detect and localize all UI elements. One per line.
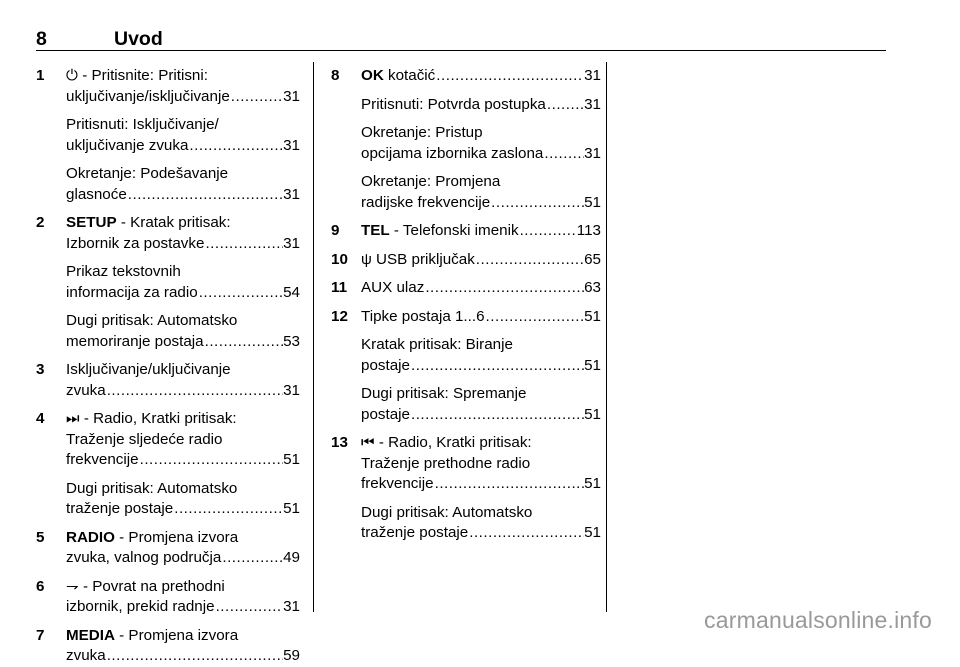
entry-lead-line bbox=[66, 360, 300, 381]
item-text: Dugi pritisak: Automatsko bbox=[66, 312, 238, 329]
entry-keyword: MEDIA bbox=[66, 626, 115, 644]
leader-dots bbox=[475, 250, 584, 271]
entry-number: 12 bbox=[331, 307, 348, 325]
item-text: Dugi pritisak: Automatsko bbox=[361, 503, 533, 521]
leader-dots bbox=[468, 523, 584, 544]
page-ref: 59 bbox=[283, 647, 300, 664]
item-text: postaje bbox=[361, 405, 410, 423]
item-line bbox=[66, 136, 300, 157]
entry-lead-text: - Povrat na prethodni bbox=[78, 577, 225, 595]
item-text: Traženje sljedeće radio bbox=[66, 430, 223, 448]
entry-body bbox=[66, 577, 300, 618]
page-ref: 51 bbox=[584, 524, 601, 541]
item-line bbox=[66, 185, 300, 206]
index-entry bbox=[331, 221, 601, 242]
entry-lead bbox=[66, 67, 208, 84]
page-ref: 54 bbox=[283, 283, 300, 301]
entry-lead-line bbox=[66, 528, 300, 549]
item-line bbox=[66, 430, 300, 451]
page-ref: 31 bbox=[584, 95, 601, 113]
item-line bbox=[66, 646, 300, 667]
page-ref: 51 bbox=[283, 451, 300, 468]
watermark: carmanualsonline.info bbox=[704, 607, 932, 633]
item-line bbox=[66, 548, 300, 569]
entry-lead-text: Isključivanje/uključivanje bbox=[66, 361, 231, 378]
index-entry bbox=[36, 577, 300, 618]
leader-dots bbox=[490, 193, 584, 214]
entry-lead bbox=[361, 307, 485, 328]
entry-lead-line bbox=[66, 66, 300, 87]
page-ref: 113 bbox=[576, 222, 601, 239]
page-ref: 63 bbox=[584, 279, 601, 296]
entry-lead-text: - Promjena izvora bbox=[114, 528, 239, 546]
entry-lead bbox=[361, 66, 435, 87]
entry-item bbox=[66, 409, 300, 471]
column-divider-right bbox=[606, 62, 607, 612]
entry-lead-text: - Radio, Kratki pritisak: bbox=[79, 410, 237, 427]
leader-dots bbox=[485, 307, 585, 328]
leader-dots bbox=[198, 283, 283, 304]
item-line bbox=[66, 164, 300, 185]
entry-lead-line bbox=[361, 307, 601, 328]
item-text: Prikaz tekstovnih bbox=[66, 263, 181, 280]
index-entry bbox=[331, 278, 601, 299]
item-line bbox=[361, 503, 601, 524]
entry-item bbox=[361, 307, 601, 328]
item-line bbox=[361, 454, 601, 475]
item-line bbox=[66, 450, 300, 471]
page-ref: 49 bbox=[283, 549, 300, 566]
entry-item bbox=[66, 528, 300, 569]
entry-number: 2 bbox=[36, 214, 45, 231]
item-line bbox=[66, 479, 300, 500]
entry-lead bbox=[361, 250, 475, 271]
entry-item bbox=[66, 311, 300, 352]
item-line bbox=[361, 405, 601, 426]
page-ref: 51 bbox=[584, 405, 601, 423]
item-line bbox=[66, 311, 300, 332]
item-line bbox=[66, 115, 300, 136]
entry-lead bbox=[66, 214, 231, 231]
entry-lead-text: - Pritisnite: Pritisni: bbox=[78, 67, 208, 84]
entry-lead bbox=[361, 221, 519, 242]
item-line bbox=[361, 523, 601, 544]
right-column bbox=[331, 66, 601, 544]
next-track-icon: ⏭ bbox=[66, 410, 80, 427]
entry-body bbox=[66, 409, 300, 520]
entry-keyword: TEL bbox=[361, 222, 390, 239]
entry-item bbox=[361, 95, 601, 116]
entry-lead-text: USB priključak bbox=[371, 250, 475, 268]
item-text: Pritisnuti: Potvrda postupka bbox=[361, 95, 546, 113]
item-text: izbornik, prekid radnje bbox=[66, 598, 215, 615]
item-text: zvuka bbox=[66, 647, 106, 664]
entry-lead-line bbox=[361, 433, 601, 454]
leader-dots bbox=[106, 646, 283, 667]
item-text: Okretanje: Promjena bbox=[361, 173, 501, 190]
leader-dots bbox=[543, 144, 584, 165]
entry-lead-line bbox=[66, 213, 300, 234]
entry-item bbox=[361, 172, 601, 213]
page-ref: 51 bbox=[283, 500, 300, 517]
entry-item bbox=[66, 262, 300, 303]
item-line bbox=[361, 193, 601, 214]
leader-dots bbox=[435, 66, 584, 87]
item-line bbox=[361, 123, 601, 144]
index-entry bbox=[36, 528, 300, 569]
entry-body bbox=[66, 66, 300, 205]
entry-body bbox=[66, 528, 300, 569]
entry-lead-text: AUX ulaz bbox=[361, 279, 425, 296]
item-line bbox=[66, 597, 300, 618]
entry-item bbox=[66, 66, 300, 107]
entry-lead bbox=[66, 361, 231, 378]
leader-dots bbox=[127, 185, 283, 206]
item-text: Pritisnuti: Isključivanje/ bbox=[66, 116, 219, 133]
entry-item bbox=[361, 123, 601, 164]
leader-dots bbox=[410, 405, 584, 426]
leader-dots bbox=[106, 381, 283, 402]
entry-lead-text: kotačić bbox=[383, 67, 436, 84]
item-line bbox=[361, 384, 601, 405]
page-ref: 31 bbox=[283, 598, 300, 615]
leader-dots bbox=[139, 450, 284, 471]
leader-dots bbox=[410, 356, 584, 377]
item-text: memoriranje postaja bbox=[66, 332, 204, 350]
item-text: Traženje prethodne radio bbox=[361, 454, 531, 472]
entry-body bbox=[361, 278, 601, 299]
entry-lead-text: - Promjena izvora bbox=[114, 626, 239, 644]
entry-number: 6 bbox=[36, 577, 45, 595]
item-text: opcijama izbornika zaslona bbox=[361, 144, 544, 162]
item-text: glasnoće bbox=[66, 185, 127, 203]
page-ref: 51 bbox=[584, 193, 601, 211]
item-text: frekvencije bbox=[361, 475, 434, 492]
entry-number: 4 bbox=[36, 410, 45, 427]
entry-number: 10 bbox=[331, 250, 348, 268]
entry-lead-text: Tipke postaja 1...6 bbox=[361, 307, 485, 325]
entry-lead-line bbox=[66, 409, 300, 430]
item-text: radijske frekvencije bbox=[361, 193, 491, 211]
entry-item bbox=[361, 384, 601, 425]
entry-lead bbox=[66, 410, 237, 427]
entry-number: 7 bbox=[36, 626, 45, 644]
item-text: frekvencije bbox=[66, 451, 139, 468]
entry-body bbox=[361, 433, 601, 544]
entry-body bbox=[361, 221, 601, 242]
item-line bbox=[361, 335, 601, 356]
index-entry bbox=[36, 360, 300, 401]
leader-dots bbox=[173, 499, 283, 520]
entry-body bbox=[66, 360, 300, 401]
item-line bbox=[361, 172, 601, 193]
entry-lead-text: - Telefonski imenik bbox=[389, 222, 519, 239]
page-ref: 31 bbox=[283, 185, 300, 203]
entry-lead-line bbox=[361, 221, 601, 242]
entry-number: 11 bbox=[331, 279, 348, 296]
item-line bbox=[66, 262, 300, 283]
entry-item bbox=[361, 278, 601, 299]
column-divider-left bbox=[313, 62, 314, 612]
entry-item bbox=[361, 66, 601, 87]
item-line bbox=[66, 381, 300, 402]
item-text: Izbornik za postavke bbox=[66, 234, 205, 252]
entry-lead bbox=[66, 529, 238, 546]
item-text: zvuka, valnog područja bbox=[66, 549, 222, 566]
page-ref: 31 bbox=[283, 136, 300, 154]
item-line bbox=[361, 474, 601, 495]
entry-item bbox=[361, 250, 601, 271]
index-entry bbox=[36, 66, 300, 205]
entry-body bbox=[66, 626, 300, 667]
leader-dots bbox=[204, 234, 283, 255]
item-text: Kratak pritisak: Biranje bbox=[361, 336, 513, 353]
entry-number: 8 bbox=[331, 67, 340, 84]
entry-number: 9 bbox=[331, 222, 340, 239]
entry-item bbox=[361, 433, 601, 495]
item-text: Okretanje: Podešavanje bbox=[66, 165, 229, 182]
back-icon: ⇁ bbox=[66, 577, 79, 595]
item-line bbox=[361, 95, 601, 116]
entry-item bbox=[66, 360, 300, 401]
item-text: traženje postaje bbox=[66, 500, 174, 517]
power-icon: ⏻ bbox=[66, 67, 79, 84]
leader-dots bbox=[434, 474, 585, 495]
entry-lead-line bbox=[361, 278, 601, 299]
item-line bbox=[66, 87, 300, 108]
page-ref: 51 bbox=[584, 356, 601, 374]
item-line bbox=[66, 283, 300, 304]
entry-number: 13 bbox=[331, 434, 348, 451]
entry-number: 3 bbox=[36, 361, 45, 378]
entry-keyword: RADIO bbox=[66, 528, 115, 546]
index-entry bbox=[331, 250, 601, 271]
page-ref: 31 bbox=[283, 234, 300, 252]
usb-icon: ψ bbox=[361, 250, 372, 268]
leader-dots bbox=[519, 221, 577, 242]
item-line bbox=[66, 234, 300, 255]
leader-dots bbox=[221, 548, 283, 569]
page-ref: 51 bbox=[584, 475, 601, 492]
page-number: 8 bbox=[36, 28, 47, 50]
item-text: informacija za radio bbox=[66, 283, 198, 301]
entry-lead bbox=[66, 627, 238, 644]
page-ref: 51 bbox=[584, 307, 601, 325]
leader-dots bbox=[204, 332, 284, 353]
entry-lead-text: - Kratak pritisak: bbox=[116, 214, 231, 231]
entry-body bbox=[361, 250, 601, 271]
leader-dots bbox=[424, 278, 584, 299]
item-text: uključivanje/isključivanje bbox=[66, 87, 230, 105]
entry-keyword: OK bbox=[361, 67, 384, 84]
item-text: uključivanje zvuka bbox=[66, 136, 189, 154]
page-ref: 31 bbox=[283, 381, 300, 399]
leader-dots bbox=[546, 95, 584, 116]
page-ref: 31 bbox=[584, 144, 601, 162]
entry-lead bbox=[361, 434, 532, 451]
entry-body bbox=[361, 307, 601, 426]
item-text: Dugi pritisak: Automatsko bbox=[66, 479, 238, 497]
entry-lead-text: - Radio, Kratki pritisak: bbox=[374, 434, 532, 451]
entry-lead-line bbox=[361, 250, 601, 271]
entry-body bbox=[66, 213, 300, 352]
page-ref: 31 bbox=[283, 87, 300, 105]
entry-item bbox=[66, 213, 300, 254]
item-text: Dugi pritisak: Spremanje bbox=[361, 385, 527, 402]
item-text: Okretanje: Pristup bbox=[361, 124, 483, 141]
entry-lead bbox=[66, 578, 225, 595]
entry-item bbox=[361, 335, 601, 376]
entry-lead-line bbox=[66, 626, 300, 647]
item-line bbox=[361, 356, 601, 377]
leader-dots bbox=[230, 87, 283, 108]
item-line bbox=[361, 144, 601, 165]
entry-lead-line bbox=[361, 66, 601, 87]
entry-item bbox=[66, 626, 300, 667]
left-column bbox=[36, 66, 300, 667]
item-line bbox=[66, 332, 300, 353]
index-entry bbox=[36, 626, 300, 667]
entry-item bbox=[361, 503, 601, 544]
previous-track-icon: ⏮ bbox=[361, 434, 375, 451]
leader-dots bbox=[188, 136, 283, 157]
entry-keyword: SETUP bbox=[66, 214, 117, 231]
item-line bbox=[66, 499, 300, 520]
index-entry bbox=[36, 213, 300, 352]
item-text: zvuka bbox=[66, 381, 106, 399]
header-rule bbox=[36, 50, 886, 51]
entry-lead-line bbox=[66, 577, 300, 598]
index-entry bbox=[36, 409, 300, 520]
entry-item bbox=[361, 221, 601, 242]
page-title: Uvod bbox=[114, 28, 163, 50]
page-ref: 65 bbox=[584, 250, 601, 268]
entry-item bbox=[66, 115, 300, 156]
index-entry bbox=[331, 307, 601, 426]
item-text: traženje postaje bbox=[361, 524, 469, 541]
entry-item bbox=[66, 479, 300, 520]
index-entry bbox=[331, 66, 601, 213]
entry-body bbox=[361, 66, 601, 213]
index-entry bbox=[331, 433, 601, 544]
entry-lead bbox=[361, 278, 424, 299]
entry-number: 5 bbox=[36, 528, 45, 546]
entry-item bbox=[66, 164, 300, 205]
item-text: postaje bbox=[361, 356, 410, 374]
leader-dots bbox=[215, 597, 284, 618]
page-ref: 53 bbox=[283, 332, 300, 350]
entry-item bbox=[66, 577, 300, 618]
page-ref: 31 bbox=[584, 67, 601, 84]
entry-number: 1 bbox=[36, 67, 45, 84]
